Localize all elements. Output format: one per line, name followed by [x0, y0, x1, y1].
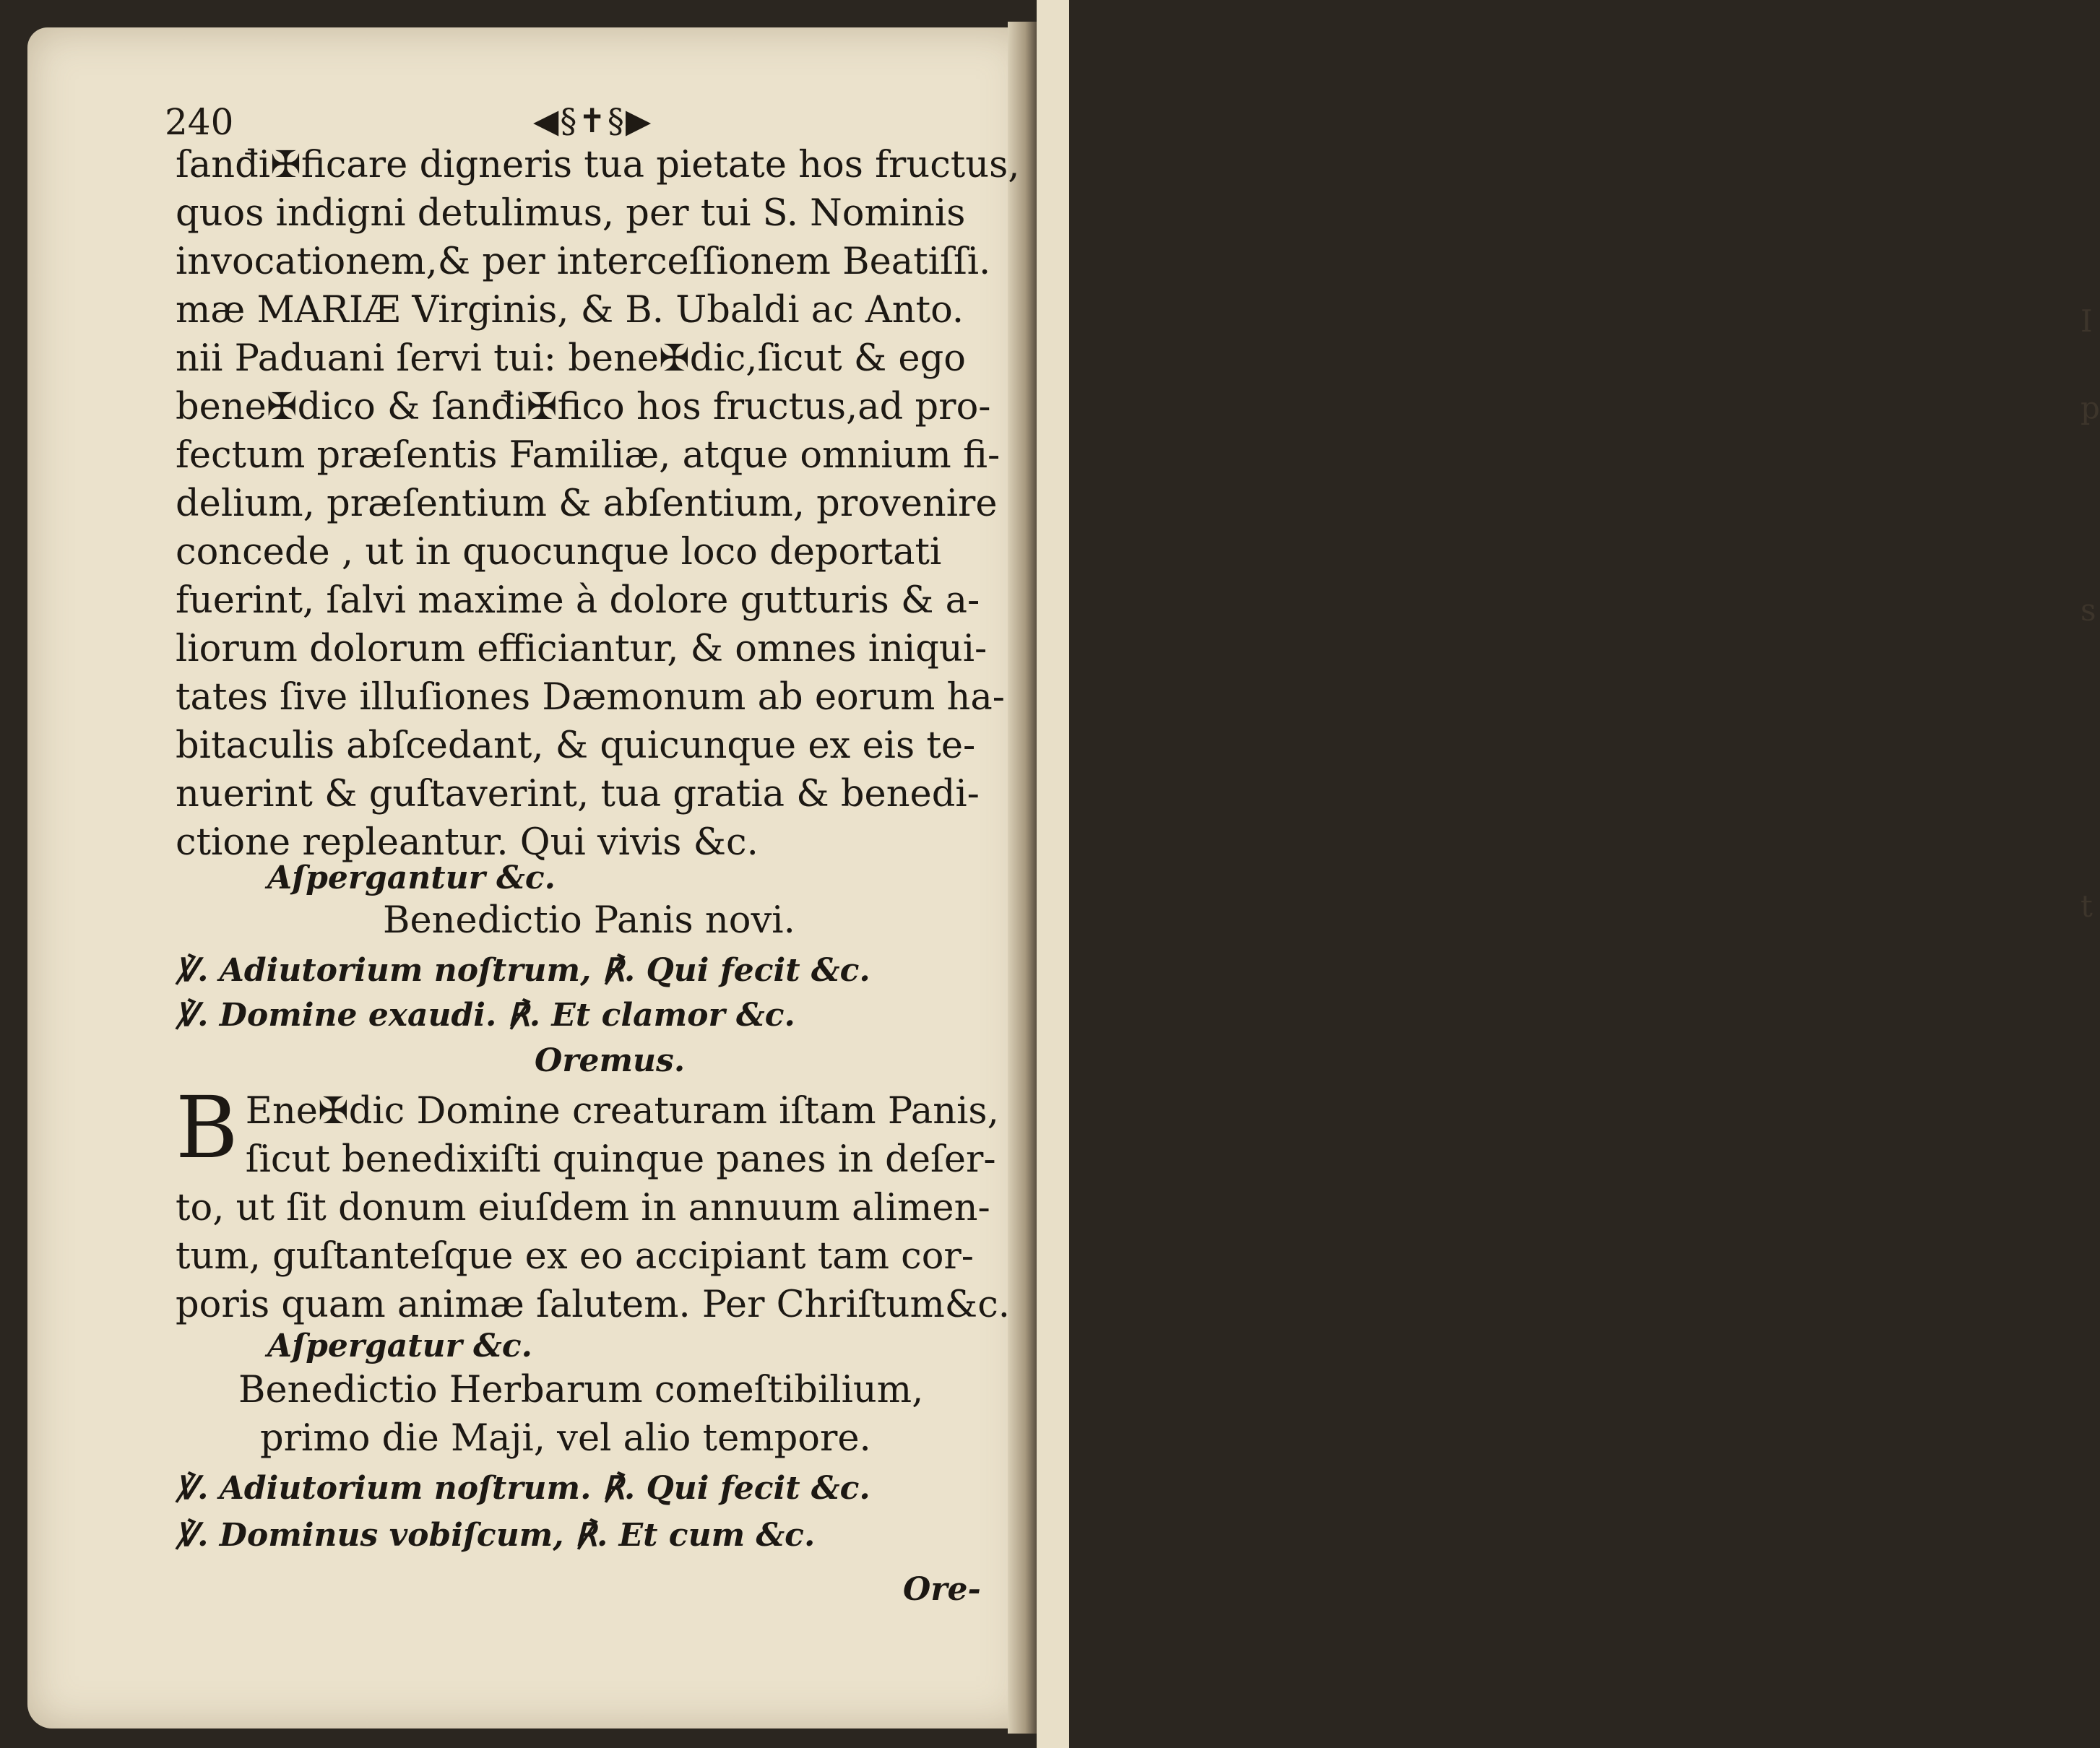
margin-letter: t	[2080, 888, 2093, 924]
text-line: Ene✠dic Domine creaturam iſtam Panis,	[245, 1090, 999, 1133]
header-ornament: ◀§✝§▶	[533, 101, 653, 140]
text-block-2	[176, 1078, 1028, 1329]
text-line: poris quam animæ ſalutem. Per Chriſtum&c.	[176, 1284, 1010, 1326]
page-number: 240	[165, 101, 234, 143]
text-line: invocationem,& per interceſſionem Beatiſſi.	[176, 241, 991, 283]
oremus-heading: Oremus.	[535, 1042, 686, 1079]
text-line: fectum præſentis Familiæ, atque omnium fi-	[176, 434, 1001, 477]
text-line: concede , ut in quocunque loco deportati	[176, 531, 942, 574]
versicle-4: ℣. Dominus vobiſcum, ℟. Et cum &c.	[176, 1517, 816, 1554]
rubric-aspergantur: Aſpergantur &c.	[267, 860, 556, 896]
catchword: Ore-	[903, 1571, 981, 1608]
text-line: liorum dolorum efficiantur, & omnes iniqui-	[176, 628, 988, 670]
section-title-herbarum-2: primo die Maji, vel alio tempore.	[260, 1417, 871, 1460]
text-block-1	[176, 141, 1042, 867]
text-line: tates ſive illuſiones Dæmonum ab eorum ha-	[176, 676, 1006, 719]
drop-cap: B	[176, 1078, 238, 1177]
margin-letter: p	[2080, 390, 2100, 425]
versicle-1: ℣. Adiutorium noſtrum, ℟. Qui fecit &c.	[176, 952, 870, 989]
text-line: bitaculis abſcedant, & quicunque ex eis te-	[176, 724, 976, 767]
text-line: ſicut benedixiſti quinque panes in deſer-	[245, 1138, 996, 1181]
text-line: to, ut ſit donum eiuſdem in annuum alimen-	[176, 1187, 990, 1229]
text-line: nuerint & guſtaverint, tua gratia & benedi-	[176, 773, 980, 815]
margin-letter: s	[2080, 592, 2096, 628]
text-line: bene✠dico & ſanđi✠fico hos fructus,ad pro-	[176, 386, 991, 428]
rubric-aspergatur: Aſpergatur &c.	[267, 1328, 532, 1364]
page-header	[165, 101, 995, 144]
text-line: ctione repleantur. Qui vivis &c.	[176, 821, 759, 864]
section-title-herbarum-1: Benedictio Herbarum comeſtibilium,	[238, 1369, 924, 1411]
text-line: delium, præſentium & abſentium, provenire	[176, 483, 998, 525]
text-line: quos indigni detulimus, per tui S. Nominis	[176, 192, 966, 235]
text-line: nii Paduani ſervi tui: bene✠dic,ſicut & ego	[176, 337, 966, 380]
margin-letter: I	[2080, 303, 2093, 339]
text-line: ſanđi✠ficare digneris tua pietate hos fructus,	[176, 144, 1020, 186]
text-line: fuerint, ſalvi maxime à dolore gutturis & a-	[176, 579, 980, 622]
versicle-3: ℣. Adiutorium noſtrum. ℟. Qui fecit &c.	[176, 1470, 870, 1507]
text-line: tum, guſtanteſque ex eo accipiant tam cor-	[176, 1235, 975, 1278]
section-title-panis: Benedictio Panis novi.	[383, 899, 795, 942]
text-line: mæ MARIÆ Virginis, & B. Ubaldi ac Anto.	[176, 289, 964, 332]
versicle-2: ℣. Domine exaudi. ℟. Et clamor &c.	[176, 997, 795, 1034]
